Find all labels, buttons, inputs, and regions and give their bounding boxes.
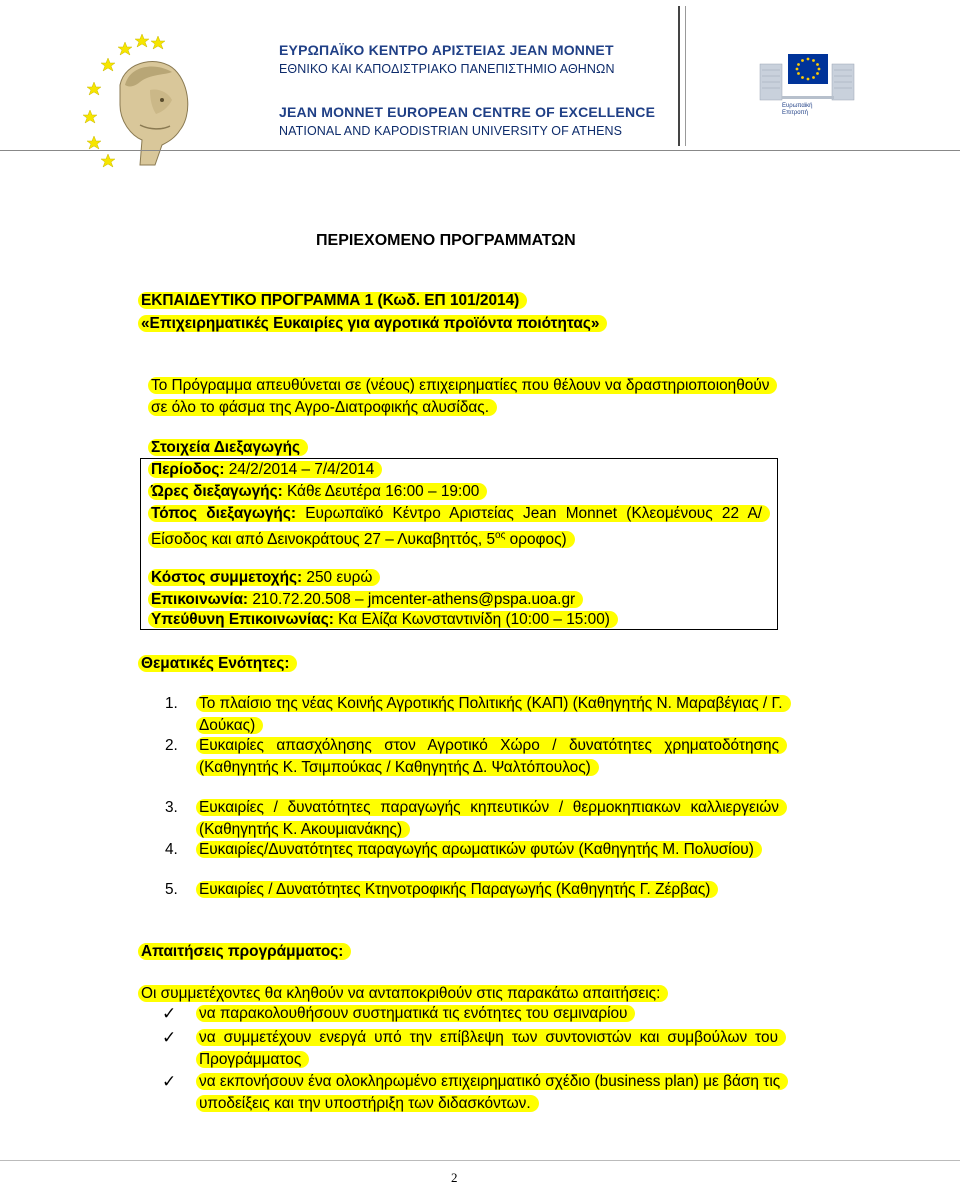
period-value: 24/2/2014 – 7/4/2014 (224, 461, 375, 478)
footer-divider (0, 1160, 960, 1161)
header-divider-vertical-2 (685, 6, 686, 146)
eu-logo-text-2: Επιτροπή (782, 110, 808, 116)
list-item (165, 797, 787, 841)
header-divider-horizontal (0, 150, 960, 151)
responsible-value: Κα Ελίζα Κωνσταντινίδη (10:00 – 15:00) (333, 611, 610, 628)
list-item-text: Ευκαιρίες / δυνατότητες παραγωγής κηπευτικών / θερμοκηπιακων καλλιεργειών (Καθηγητής Κ. Ακουμιανάκης) (196, 799, 787, 838)
checkmark-icon: ✓ (162, 1072, 177, 1091)
checkmark-icon: ✓ (162, 1004, 177, 1023)
list-item-text: Ευκαιρίες / Δυνατότητες Κτηνοτροφικής Παραγωγής (Καθηγητής Γ. Ζέρβας) (196, 881, 718, 898)
info-hours (148, 481, 487, 503)
list-item (165, 879, 787, 923)
topics-heading-text: Θεματικές Ενότητες: (138, 655, 297, 672)
list-item (165, 693, 787, 737)
info-heading-text: Στοιχεία Διεξαγωγής (148, 439, 308, 456)
header-line-4: NATIONAL AND KAPODISTRIAN UNIVERSITY OF ATHENS (279, 124, 623, 138)
info-contact (148, 589, 583, 611)
header-line-1: ΕΥΡΩΠΑΪΚΟ ΚΕΝΤΡΟ ΑΡΙΣΤΕΙΑΣ JEAN MONNET (279, 42, 614, 58)
requirement-item (162, 1071, 786, 1115)
info-place (148, 503, 770, 551)
program-code-text: ΕΚΠΑΙΔΕΥΤΙΚΟ ΠΡΟΓΡΑΜΜΑ 1 (Κωδ. ΕΠ 101/2014) (138, 292, 527, 309)
list-item-text: Το πλαίσιο της νέας Κοινής Αγροτικής Πολιτικής (ΚΑΠ) (Καθηγητής Ν. Μαραβέγιας / Γ. Δούκας) (196, 695, 791, 734)
info-cost (148, 567, 380, 589)
list-item-number: 3. (165, 799, 178, 816)
header-line-2: ΕΘΝΙΚΟ ΚΑΙ ΚΑΠΟΔΙΣΤΡΙΑΚΟ ΠΑΝΕΠΙΣΤΗΜΙΟ ΑΘΗΝΩΝ (279, 62, 615, 76)
page-number: 2 (451, 1170, 458, 1185)
cost-label: Κόστος συμμετοχής: (151, 569, 303, 586)
requirements-heading-text: Απαιτήσεις προγράμματος: (138, 943, 351, 960)
requirement-text: να εκπονήσουν ένα ολοκληρωμένο επιχειρηματικό σχέδιο (business plan) με βάση τις υποδείξεις και την υποστήριξη των διδασκόντων. (196, 1073, 788, 1112)
program-audience-text: Το Πρόγραμμα απευθύνεται σε (νέους) επιχειρηματίες που θέλουν να δραστηριοποιοηθούν σε όλο το φάσμα της Αγρο-Διατροφικής αλυσίδας. (148, 377, 777, 416)
place-value: Ευρωπαϊκό Κέντρο Αριστείας Jean Monnet (Κλεομένους 22 Α/ Είσοδος και από Δεινοκράτους 27 – Λυκαβηττός, 5 (151, 505, 762, 549)
list-item (165, 735, 787, 801)
european-commission-logo (758, 50, 858, 120)
responsible-label: Υπεύθυνη Επικοινωνίας: (151, 611, 334, 628)
eu-logo-text-1: Ευρωπαϊκή (782, 103, 813, 109)
header-line-3: JEAN MONNET EUROPEAN CENTRE OF EXCELLENCE (279, 104, 656, 120)
list-item-text: Ευκαιρίες απασχόλησης στον Αγροτικό Χώρο / δυνατότητες χρηματοδότησης (Καθηγητής Κ. Τσιμπούκας / Καθηγητής Δ. Ψαλτόπουλος) (196, 737, 787, 776)
header-divider-vertical (678, 6, 680, 146)
list-item-number: 2. (165, 737, 178, 754)
hours-label: Ώρες διεξαγωγής: (151, 483, 283, 500)
period-label: Περίοδος: (151, 461, 225, 478)
requirement-text: να συμμετέχουν ενεργά υπό την επίβλεψη των συντονιστών και συμβούλων του Προγράμματος (196, 1029, 786, 1068)
program-name-text: «Επιχειρηματικές Ευκαιρίες για αγροτικά προϊόντα ποιότητας» (138, 315, 607, 332)
place-tail: οροφος) (505, 531, 567, 549)
program-name-line (138, 313, 607, 335)
requirement-text: να παρακολουθήσουν συστηματικά τις ενότητες του σεμιναρίου (196, 1005, 635, 1022)
contact-label: Επικοινωνία: (151, 591, 249, 608)
program-code-line (138, 290, 527, 312)
requirement-item (162, 1003, 786, 1025)
requirement-item (162, 1027, 786, 1071)
page-title: ΠΕΡΙΕΧΟΜΕΝΟ ΠΡΟΓΡΑΜΜΑΤΩΝ (316, 232, 576, 249)
checkmark-icon: ✓ (162, 1028, 177, 1047)
list-item-number: 1. (165, 695, 178, 712)
topics-heading (138, 653, 297, 675)
place-label: Τόπος διεξαγωγής: (151, 505, 296, 522)
list-item-text: Ευκαιρίες/Δυνατότητες παραγωγής αρωματικών φυτών (Καθηγητής Μ. Πολυσίου) (196, 841, 762, 858)
info-responsible (148, 609, 618, 631)
program-audience (148, 375, 770, 419)
contact-value: 210.72.20.508 – jmcenter-athens@pspa.uoa.gr (248, 591, 576, 608)
requirements-intro-text: Οι συμμετέχοντες θα κληθούν να ανταποκριθούν στις παρακάτω απαιτήσεις: (138, 985, 668, 1002)
requirements-intro (138, 983, 668, 1005)
hours-value: Κάθε Δευτέρα 16:00 – 19:00 (282, 483, 480, 500)
jean-monnet-logo (80, 30, 210, 170)
list-item-number: 4. (165, 841, 178, 858)
requirements-heading (138, 941, 351, 963)
cost-value: 250 ευρώ (302, 569, 373, 586)
list-item-number: 5. (165, 881, 178, 898)
place-sup: ος (495, 530, 506, 541)
info-heading (148, 437, 308, 459)
list-item (165, 839, 787, 883)
info-period (148, 459, 382, 481)
